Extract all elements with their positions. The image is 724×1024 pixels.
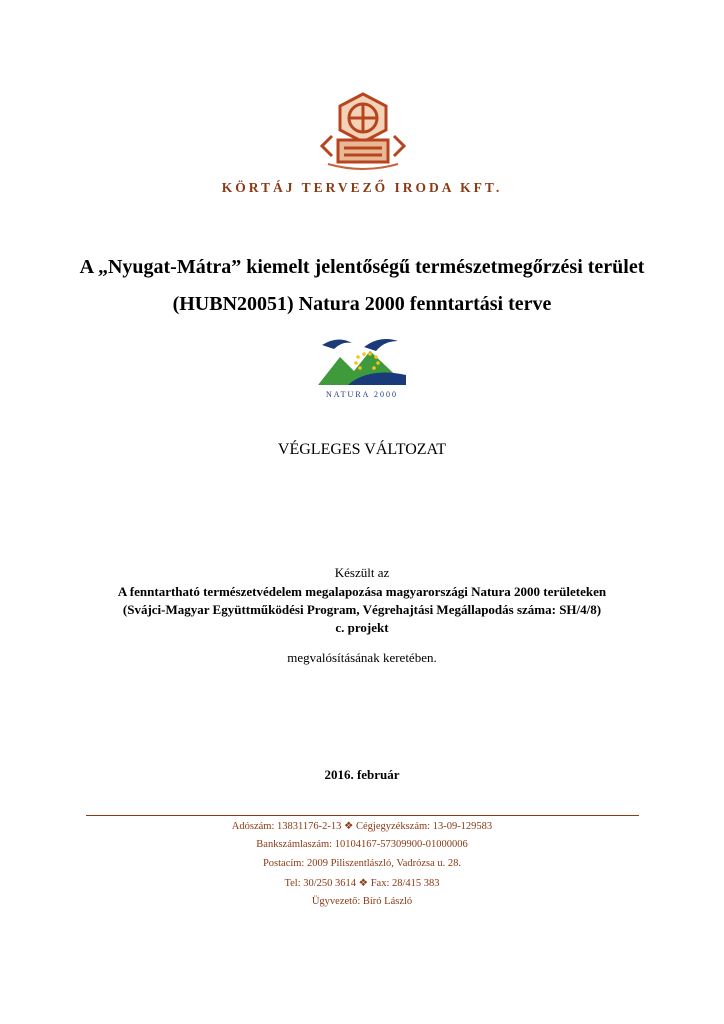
framework-text: megvalósításának keretében. bbox=[287, 650, 437, 665]
footer-tax-info: Adószám: 13831176-2-13 ❖ Cégjegyzékszám: 13-09-129583 bbox=[231, 821, 493, 832]
natura-2000-logo bbox=[318, 327, 406, 399]
footer-bank-account: Bankszámlaszám: 10104167-57309900-01000006 bbox=[256, 839, 468, 850]
footer-phone-fax: Tel: 30/250 3614 ❖ Fax: 28/415 383 bbox=[284, 878, 440, 889]
document-title-line-1: A „Nyugat-Mátra” kiemelt jelentőségű természetmegőrzési terület bbox=[79, 256, 645, 278]
company-name: KÖRTÁJ TERVEZŐ IRODA KFT. bbox=[221, 180, 503, 195]
document-date: 2016. február bbox=[324, 767, 400, 782]
document-title-line-2: (HUBN20051) Natura 2000 fenntartási terve bbox=[172, 293, 552, 315]
project-title-line-3: c. projekt bbox=[335, 620, 389, 635]
project-title-line-1: A fenntartható természetvédelem megalapozása magyarországi Natura 2000 területeken bbox=[117, 584, 607, 599]
natura-logo-text: NATURA 2000 bbox=[325, 390, 399, 399]
footer-divider bbox=[86, 815, 639, 816]
footer-postal-address: Postacím: 2009 Piliszentlászló, Vadrózsa u. 28. bbox=[262, 858, 462, 869]
company-logo bbox=[314, 90, 412, 174]
project-title-line-2: (Svájci-Magyar Együttműködési Program, Végrehajtási Megállapodás száma: SH/4/8) bbox=[122, 602, 602, 617]
version-label: VÉGLEGES VÁLTOZAT bbox=[277, 441, 447, 458]
prepared-label: Készült az bbox=[334, 565, 390, 580]
footer-manager: Ügyvezető: Bíró László bbox=[311, 896, 413, 907]
